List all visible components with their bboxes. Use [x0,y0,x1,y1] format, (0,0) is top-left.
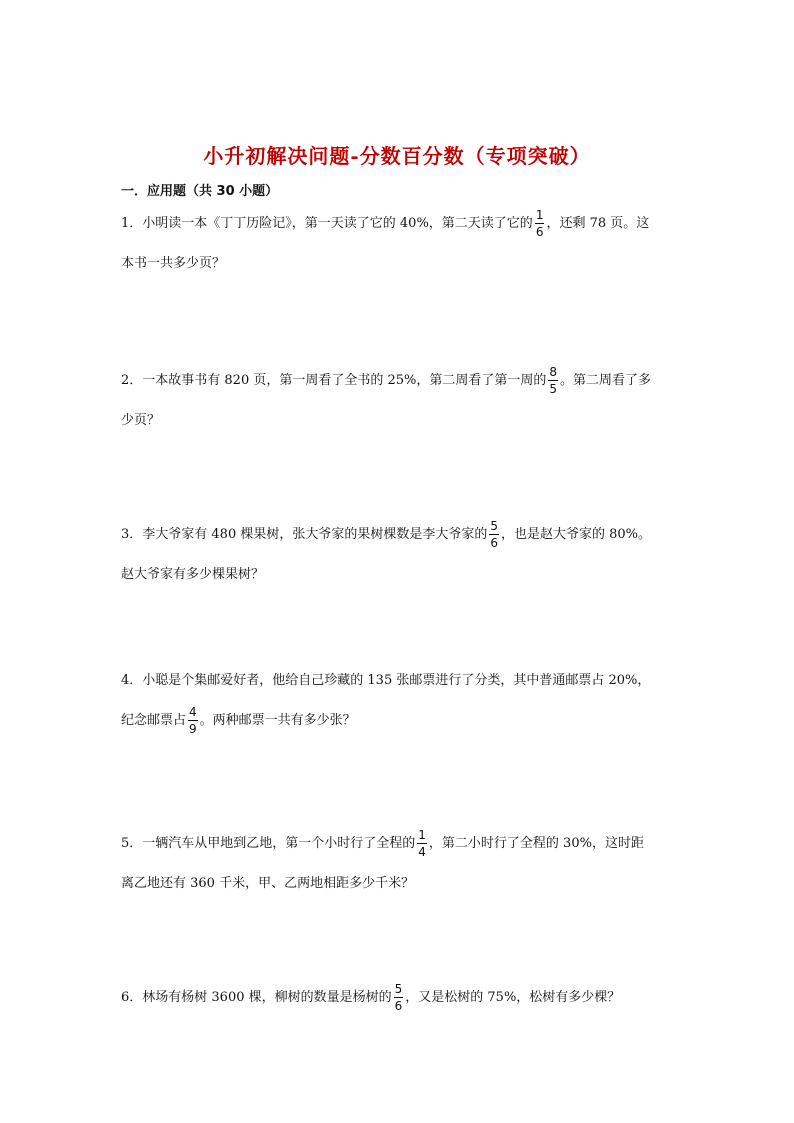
question-4-text-c: 。两种邮票一共有多少张？ [199,712,356,728]
question-3-text-a: 3．李大爷家有 480 棵果树，张大爷家的果树棵数是李大爷家的 [121,526,488,542]
fraction-numerator: 5 [490,518,498,533]
question-3-text-b: ，也是赵大爷家的 80%。 [501,526,652,542]
question-2-text-b: 。第二周看了多 [560,372,652,388]
section-heading: 一．应用题（共 30 小题） [121,184,279,199]
question-1-fraction [535,209,545,238]
question-5-text-c: 离乙地还有 360 千米，甲、乙两地相距多少千米？ [121,875,415,891]
question-1-text-a: 1．小明读一本《丁丁历险记》，第一天读了它的 40%，第二天读了它的 [121,215,533,231]
question-6-line-1 [121,977,620,1017]
fraction-numerator: 4 [189,704,197,719]
question-6-text-b: ，又是松树的 75%，松树有多少棵？ [405,989,621,1005]
question-6-fraction [394,983,404,1012]
question-2-text-a: 2．一本故事书有 820 页，第一周看了全书的 25%，第二周看了第一周的 [121,372,547,388]
question-5-text-a: 5．一辆汽车从甲地到乙地，第一个小时行了全程的 [121,835,416,851]
question-3-text-c: 赵大爷家有多少棵果树？ [121,566,265,582]
fraction-denominator: 4 [418,844,426,859]
question-4-line-1 [121,660,650,700]
question-2-fraction [548,366,558,395]
question-5-fraction [417,829,427,858]
fraction-denominator: 6 [394,998,403,1013]
fraction-numerator: 8 [549,364,558,379]
question-1-text-b: ，还剩 78 页。这 [546,215,650,231]
question-5-text-b: ，第二小时行了全程的 30%，这时距 [428,835,644,851]
question-5-line-1 [121,823,644,863]
question-4-line-2 [121,700,356,740]
fraction-numerator: 1 [418,827,426,842]
question-2-text-c: 少页？ [121,412,161,428]
question-5-line-2 [121,863,414,903]
question-3-fraction [489,520,499,549]
fraction-denominator: 5 [549,381,558,396]
page-title: 小升初解决问题-分数百分数（专项突破） [203,144,591,168]
question-2-line-2 [121,400,160,440]
question-3-line-2 [121,554,264,594]
fraction-numerator: 5 [394,981,403,996]
question-4-text-a: 4．小聪是个集邮爱好者，他给自己珍藏的 135 张邮票进行了分类，其中普通邮票占 20%， [121,672,651,688]
fraction-numerator: 1 [535,207,544,222]
question-4-text-b: 纪念邮票占 [121,712,187,728]
question-4-fraction [188,706,198,735]
fraction-denominator: 9 [189,721,197,736]
question-1-text-c: 本书一共多少页？ [121,255,226,271]
question-6-text-a: 6．林场有杨树 3600 棵，柳树的数量是杨树的 [121,989,392,1005]
question-1-line-2 [121,243,225,283]
question-2-line-1 [121,360,651,400]
fraction-denominator: 6 [535,224,544,239]
fraction-denominator: 6 [490,535,498,550]
question-3-line-1 [121,514,651,554]
question-1-line-1 [121,203,649,243]
